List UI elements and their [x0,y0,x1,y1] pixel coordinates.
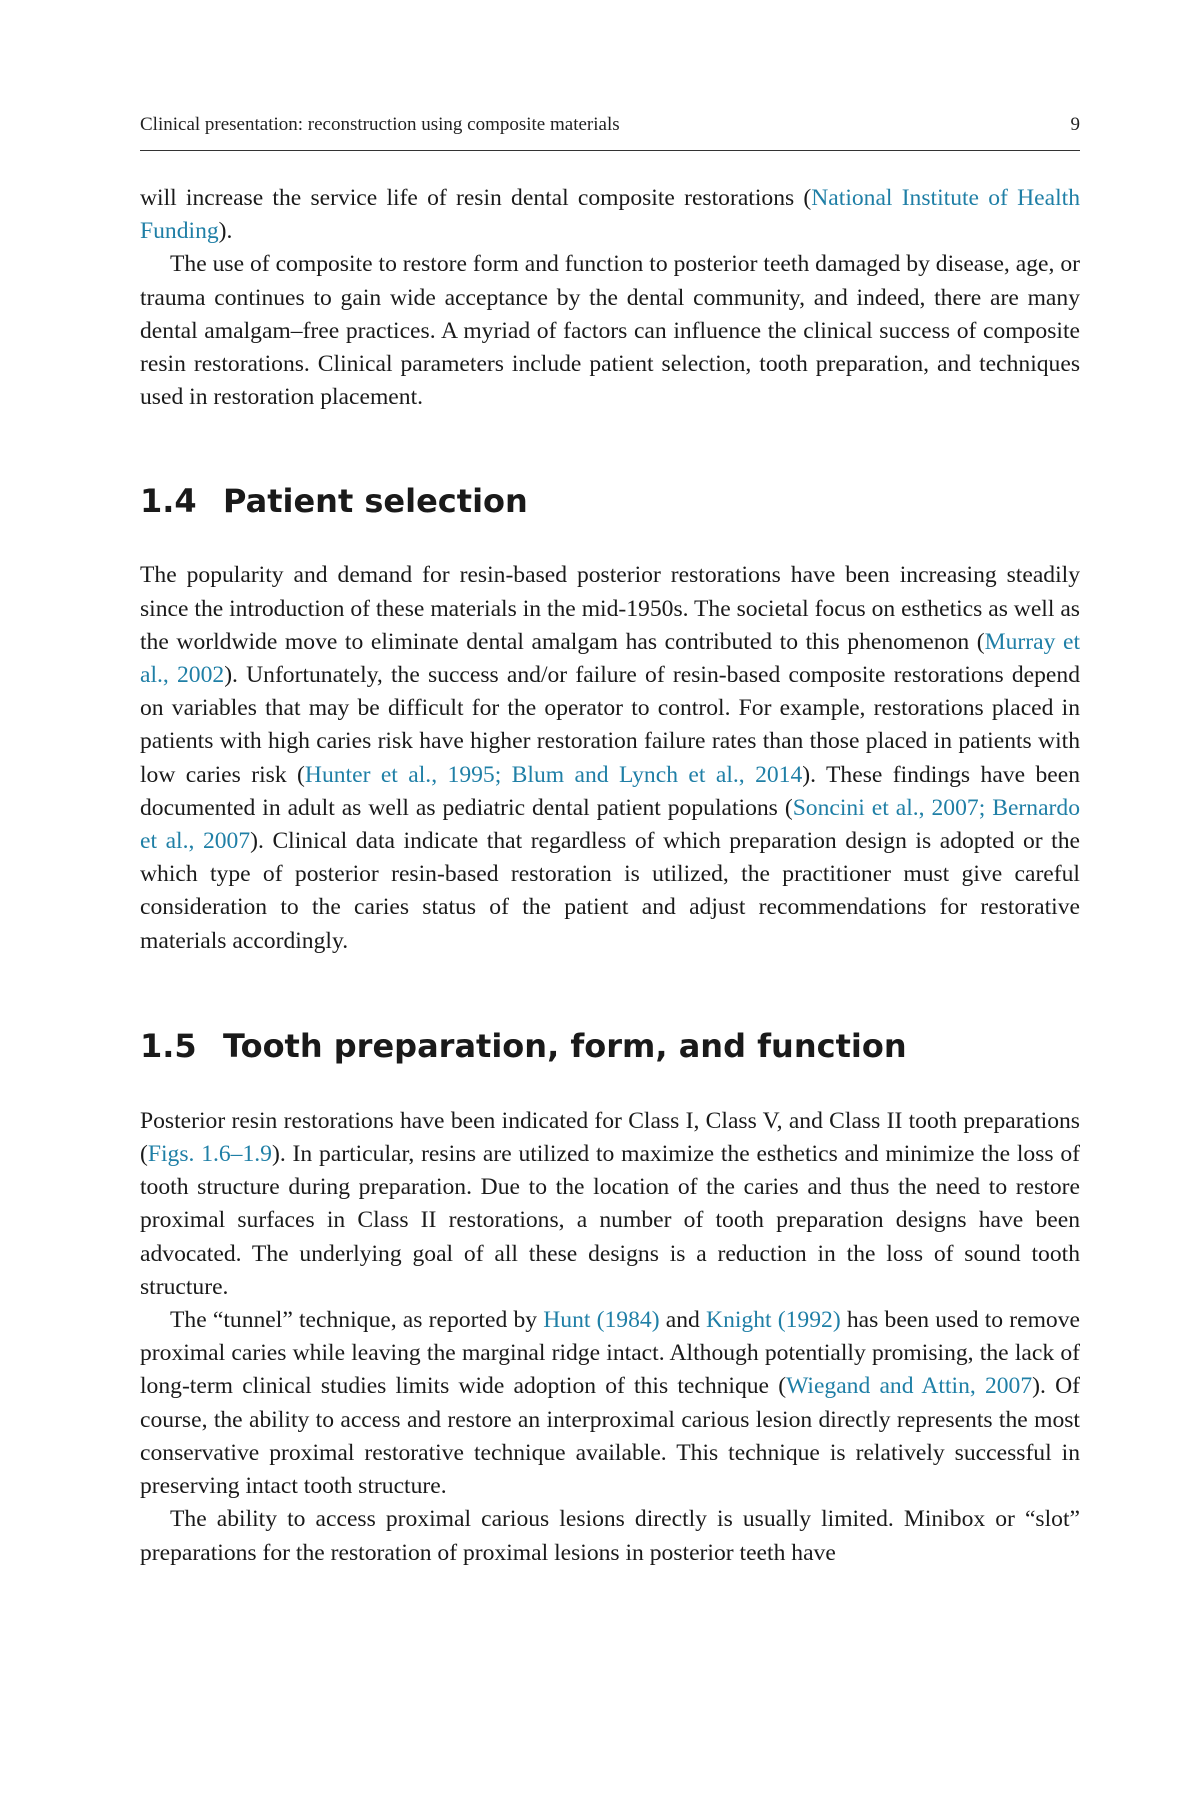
text-run: ). These findings have been documented in adult as well as pediatric dental patient populations ( [140,761,1081,821]
citation-link-knight-1992[interactable]: Knight (1992) [706,1307,841,1334]
section-number: 1.4 [140,482,197,521]
text-run: The popularity and demand for resin-based posterior restorations have been increasing steadily since the introduction of these materials in the mid-1950s. The societal focus on esthetics as well as the worldwide move to eliminate dental amalgam has contributed to this phenomenon ( [140,562,1080,655]
tooth-preparation-paragraph-3: The ability to access proximal carious lesions directly is usually limited. Minibox or “slot” preparations for the restoration of proximal lesions in posterior teeth have [140,1506,1080,1566]
page-number: 9 [1070,114,1080,135]
running-head [140,114,1080,136]
citation-link-wiegand-attin-2007[interactable]: Wiegand and Attin, 2007 [786,1373,1033,1400]
text-run: ). Clinical data indicate that regardless of which preparation design is adopted or the which type of posterior resin-based restoration is utilized, the practitioner must give careful consideration to the caries status of the patient and adjust recommendations for restorative materials accordingly. [140,828,1080,954]
tooth-preparation-paragraph-2 [140,1304,1080,1503]
text-run: ). Of course, the ability to access and restore an interproximal carious lesion directly represents the most conservative proximal restorative technique available. This technique is relatively successful in preserving intact tooth structure. [140,1373,1080,1500]
section-title: Tooth preparation, form, and function [223,1026,907,1065]
citation-link-hunter-blum[interactable]: Hunter et al., 1995; Blum and Lynch et al., 2014 [304,761,803,788]
text-run: and [659,1307,707,1334]
intro-paragraph-1 [140,182,1080,248]
body-text [140,182,1080,1570]
intro-paragraph-2: The use of composite to restore form and function to posterior teeth damaged by disease, age, or trauma continues to gain wide acceptance by the dental community, and indeed, there are many dental amalgam–free practices. A myriad of factors can influence the clinical success of composite resin restorations. Clinical parameters include patient selection, tooth preparation, and techniques used in restoration placement. [140,251,1080,411]
text-run: has been used to remove proximal caries while leaving the marginal ridge intact. Although potentially promising, the lack of long-term clinical studies limits wide adoption of this technique ( [140,1307,1080,1400]
citation-link-hunt-1984[interactable]: Hunt (1984) [543,1307,660,1334]
text-run: The “tunnel” technique, as reported by [170,1307,544,1334]
text-run: will increase the service life of resin dental composite restorations ( [140,185,812,211]
text-run: Posterior resin restorations have been indicated for Class I, Class V, and Class II tooth preparations ( [140,1107,1080,1168]
section-number: 1.5 [140,1026,197,1065]
citation-link-nih-funding[interactable]: National Institute of Health Funding [140,185,1080,245]
section-title: Patient selection [223,482,528,521]
citation-link-murray-2002[interactable]: Murray et al., 2002 [140,628,1081,689]
header-rule [140,150,1080,151]
text-run: ). In particular, resins are utilized to maximize the esthetics and minimize the loss of tooth structure during preparation. Due to the location of the caries and thus the need to restore proximal surfaces in Class II restorations, a number of tooth preparation designs have been advocated. The underlying goal of all these designs is a reduction in the loss of sound tooth structure. [140,1141,1081,1300]
citation-link-soncini-bernardo[interactable]: Soncini et al., 2007; Bernardo et al., 2007 [140,794,1080,855]
text-run: ). Unfortunately, the success and/or failure of resin-based composite restorations depend on variables that may be difficult for the operator to control. For example, restorations placed in patients with high caries risk have higher restoration failure rates than those placed in patients with low caries risk ( [140,662,1080,788]
running-title: Clinical presentation: reconstruction using composite materials [140,114,620,135]
section-heading-1-4 [140,481,1080,521]
section-heading-1-5 [140,1026,1080,1066]
tooth-preparation-paragraph-1 [140,1105,1080,1304]
figure-link-figs-1-6-1-9[interactable]: Figs. 1.6–1.9 [147,1141,272,1168]
patient-selection-paragraph [140,559,1080,957]
text-run: ). [218,218,233,245]
